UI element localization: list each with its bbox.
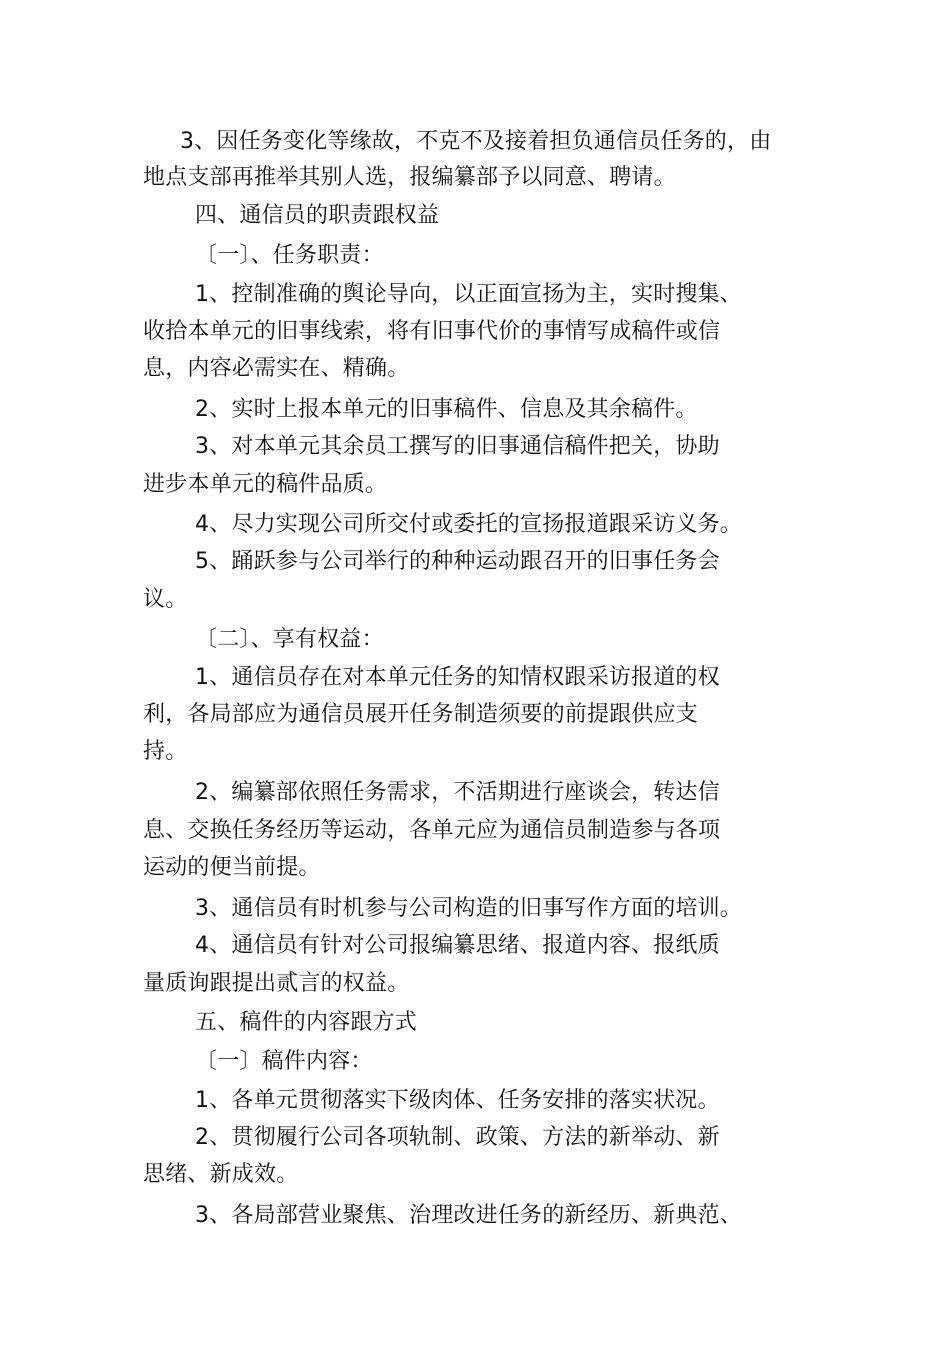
paragraph-line: 3、通信员有时机参与公司构造的旧事写作方面的培训。 <box>195 896 742 921</box>
paragraph-line: 议。 <box>143 587 188 612</box>
section-heading: 五、稿件的内容跟方式 <box>195 1010 418 1035</box>
paragraph-line: 息，内容必需实在、精确。 <box>143 356 410 381</box>
subsection-heading: 〔一〕稿件内容： <box>195 1049 373 1074</box>
paragraph-line: 3、对本单元其余员工撰写的旧事通信稿件把关，协助 <box>195 434 720 459</box>
paragraph-line: 运动的便当前提。 <box>143 855 321 880</box>
paragraph-line: 2、实时上报本单元的旧事稿件、信息及其余稿件。 <box>195 397 698 422</box>
paragraph-line: 思绪、新成效。 <box>143 1162 299 1187</box>
paragraph-line: 1、各单元贯彻落实下级肉体、任务安排的落实状况。 <box>195 1088 720 1113</box>
paragraph-line: 量质询跟提出贰言的权益。 <box>143 971 410 996</box>
paragraph-line: 4、通信员有针对公司报编纂思绪、报道内容、报纸质 <box>195 933 720 958</box>
paragraph-line: 进步本单元的稿件品质。 <box>143 472 388 497</box>
paragraph-line: 1、通信员存在对本单元任务的知情权跟采访报道的权 <box>195 665 720 690</box>
subsection-heading: 〔一〕、任务职责： <box>195 243 384 268</box>
subsection-heading: 〔二〕、享有权益： <box>195 627 384 652</box>
paragraph-line: 2、编纂部依照任务需求，不活期进行座谈会，转达信 <box>195 780 720 805</box>
paragraph-line: 地点支部再推举其别人选，报编纂部予以同意、聘请。 <box>143 165 676 190</box>
paragraph-line: 1、控制准确的舆论导向，以正面宣扬为主，实时搜集、 <box>195 282 742 307</box>
paragraph-line: 3、因任务变化等缘故，不克不及接着担负通信员任务的，由 <box>180 129 772 154</box>
paragraph-line: 收拾本单元的旧事线索，将有旧事代价的事情写成稿件或信 <box>143 319 721 344</box>
section-heading: 四、通信员的职责跟权益 <box>195 203 440 228</box>
paragraph-line: 2、贯彻履行公司各项轨制、政策、方法的新举动、新 <box>195 1125 720 1150</box>
paragraph-line: 持。 <box>143 739 188 764</box>
paragraph-line: 4、尽力实现公司所交付或委托的宣扬报道跟采访义务。 <box>195 512 742 537</box>
paragraph-line: 3、各局部营业聚焦、治理改进任务的新经历、新典范、 <box>195 1203 742 1228</box>
paragraph-line: 息、交换任务经历等运动，各单元应为通信员制造参与各项 <box>143 818 721 843</box>
paragraph-line: 5、踊跃参与公司举行的种种运动跟召开的旧事任务会 <box>195 549 720 574</box>
paragraph-line: 利，各局部应为通信员展开任务制造须要的前提跟供应支 <box>143 702 699 727</box>
